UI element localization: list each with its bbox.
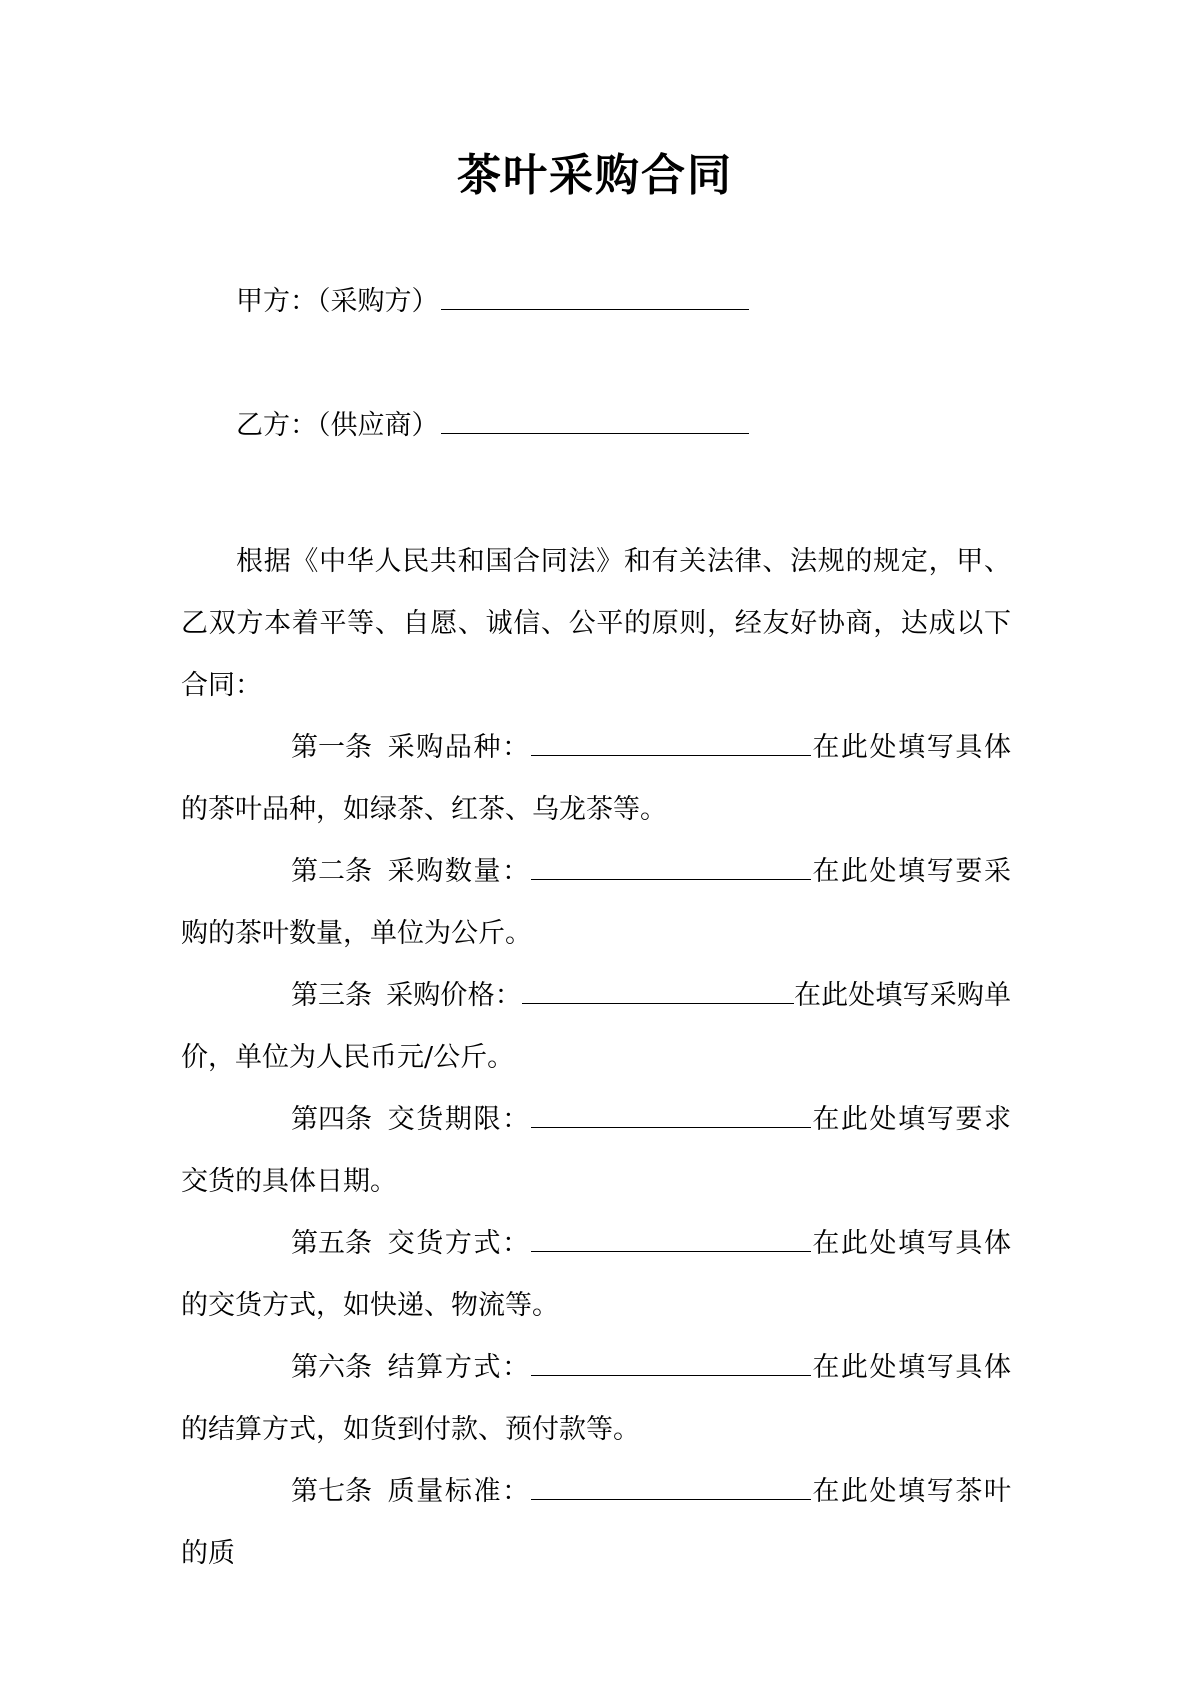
clause-note: 在此处填写具体的茶叶品种，如绿茶、红茶、乌龙茶等。 — [181, 732, 1012, 825]
clause-label: 质量标准： — [386, 1476, 531, 1507]
clause-1 — [181, 717, 1011, 841]
clause-number: 第一条 — [291, 732, 372, 763]
clause-blank[interactable] — [531, 1473, 811, 1500]
contract-body — [181, 531, 1011, 1585]
clause-number: 第六条 — [291, 1352, 372, 1383]
party-b-label: 乙方：（供应商） — [236, 410, 439, 441]
clause-5 — [181, 1213, 1011, 1337]
clause-note: 在此处填写茶叶的质 — [181, 1476, 1012, 1569]
clause-3 — [181, 965, 1011, 1089]
clause-label: 结算方式： — [386, 1352, 531, 1383]
clause-number: 第二条 — [291, 856, 372, 887]
clause-note: 在此处填写要求交货的具体日期。 — [181, 1104, 1012, 1197]
clause-2 — [181, 841, 1011, 965]
clause-blank[interactable] — [531, 729, 811, 756]
clause-blank[interactable] — [531, 853, 811, 880]
clause-blank[interactable] — [522, 977, 794, 1004]
clause-label: 交货期限： — [386, 1104, 531, 1135]
clause-blank[interactable] — [531, 1349, 811, 1376]
party-b-line — [236, 406, 749, 446]
clause-7 — [181, 1461, 1011, 1585]
intro-paragraph: 根据《中华人民共和国合同法》和有关法律、法规的规定，甲、乙双方本着平等、自愿、诚信、公平的原则，经友好协商，达成以下合同： — [181, 546, 1011, 701]
clause-number: 第四条 — [291, 1104, 372, 1135]
document-title: 茶叶采购合同 — [457, 150, 733, 201]
clause-note: 在此处填写采购单价，单位为人民币元/公斤。 — [181, 980, 1012, 1073]
clause-label: 交货方式： — [386, 1228, 531, 1259]
clause-label: 采购价格： — [386, 980, 522, 1011]
clause-blank[interactable] — [531, 1225, 811, 1252]
clause-number: 第三条 — [291, 980, 372, 1011]
party-b-blank[interactable] — [441, 407, 749, 434]
clause-4 — [181, 1089, 1011, 1213]
party-a-label: 甲方：（采购方） — [236, 286, 439, 317]
clause-number: 第五条 — [291, 1228, 372, 1259]
party-a-blank[interactable] — [441, 283, 749, 310]
clause-note: 在此处填写要采购的茶叶数量，单位为公斤。 — [181, 856, 1012, 949]
clause-blank[interactable] — [531, 1101, 811, 1128]
clause-label: 采购数量： — [386, 856, 531, 887]
clause-label: 采购品种： — [386, 732, 531, 763]
clause-number: 第七条 — [291, 1476, 372, 1507]
clause-6 — [181, 1337, 1011, 1461]
clause-note: 在此处填写具体的交货方式，如快递、物流等。 — [181, 1228, 1012, 1321]
party-a-line — [236, 282, 749, 322]
clause-note: 在此处填写具体的结算方式，如货到付款、预付款等。 — [181, 1352, 1012, 1445]
